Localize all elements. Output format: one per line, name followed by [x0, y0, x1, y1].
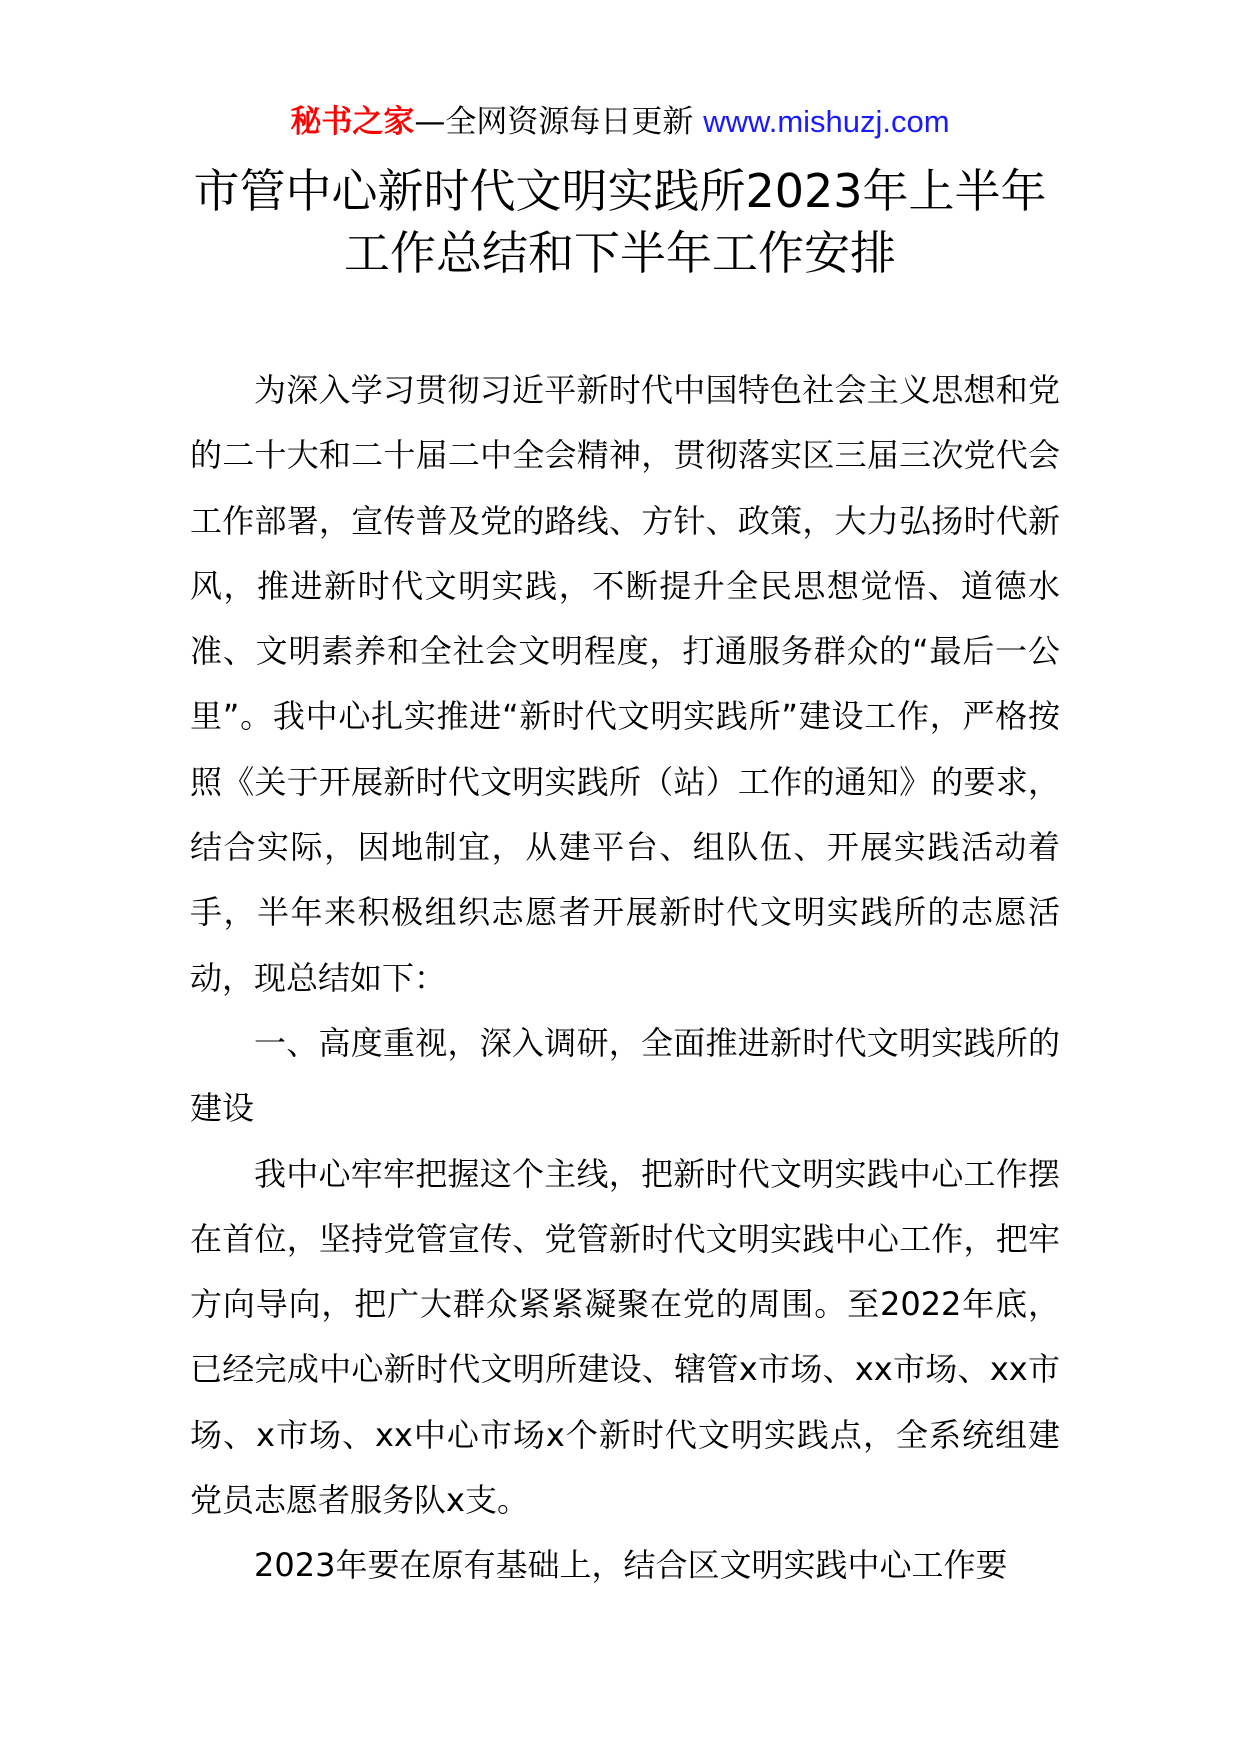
section-1-paragraph: 我中心牢牢把握这个主线，把新时代文明实践中心工作摆在首位，坚持党管宣传、党管新时代文明实践中心工作，把牢方向导向，把广大群众紧紧凝聚在党的周围。至2022年底，已经完成中心新时代文明所建设、辖管x市场、xx市场、xx市场、x市场、xx中心市场x个新时代文明实践点，全系统组建党员志愿者服务队x支。 [190, 1154, 1060, 1520]
intro-paragraph: 为深入学习贯彻习近平新时代中国特色社会主义思想和党的二十大和二十届二中全会精神，贯彻落实区三届三次党代会工作部署，宣传普及党的路线、方针、政策，大力弘扬时代新风，推进新时代文明实践，不断提升全民思想觉悟、道德水准、文明素养和全社会文明程度，打通服务群众的“最后一公里”。我中心扎实推进“新时代文明实践所”建设工作，严格按照《关于开展新时代文明实践所（站）工作的通知》的要求，结合实际，因地制宜，从建平台、组队伍、开展实践活动着手，半年来积极组织志愿者开展新时代文明实践所的志愿活动，现总结如下： [190, 371, 1060, 997]
document-title [150, 160, 1090, 284]
document-body [190, 358, 1060, 1599]
section-1-paragraph-2: 2023年要在原有基础上，结合区文明实践中心工作要 [254, 1546, 1008, 1585]
title-line-1: 市管中心新时代文明实践所2023年上半年 [193, 164, 1047, 218]
banner-tagline: —全网资源每日更新 [414, 104, 704, 140]
title-line-2: 工作总结和下半年工作安排 [344, 226, 896, 280]
section-heading-1: 一、高度重视，深入调研，全面推进新时代文明实践所的建设 [190, 1023, 1060, 1128]
banner-brand: 秘书之家 [290, 104, 415, 140]
banner-url-link[interactable]: www.mishuzj.com [703, 104, 950, 139]
site-banner [0, 100, 1240, 144]
